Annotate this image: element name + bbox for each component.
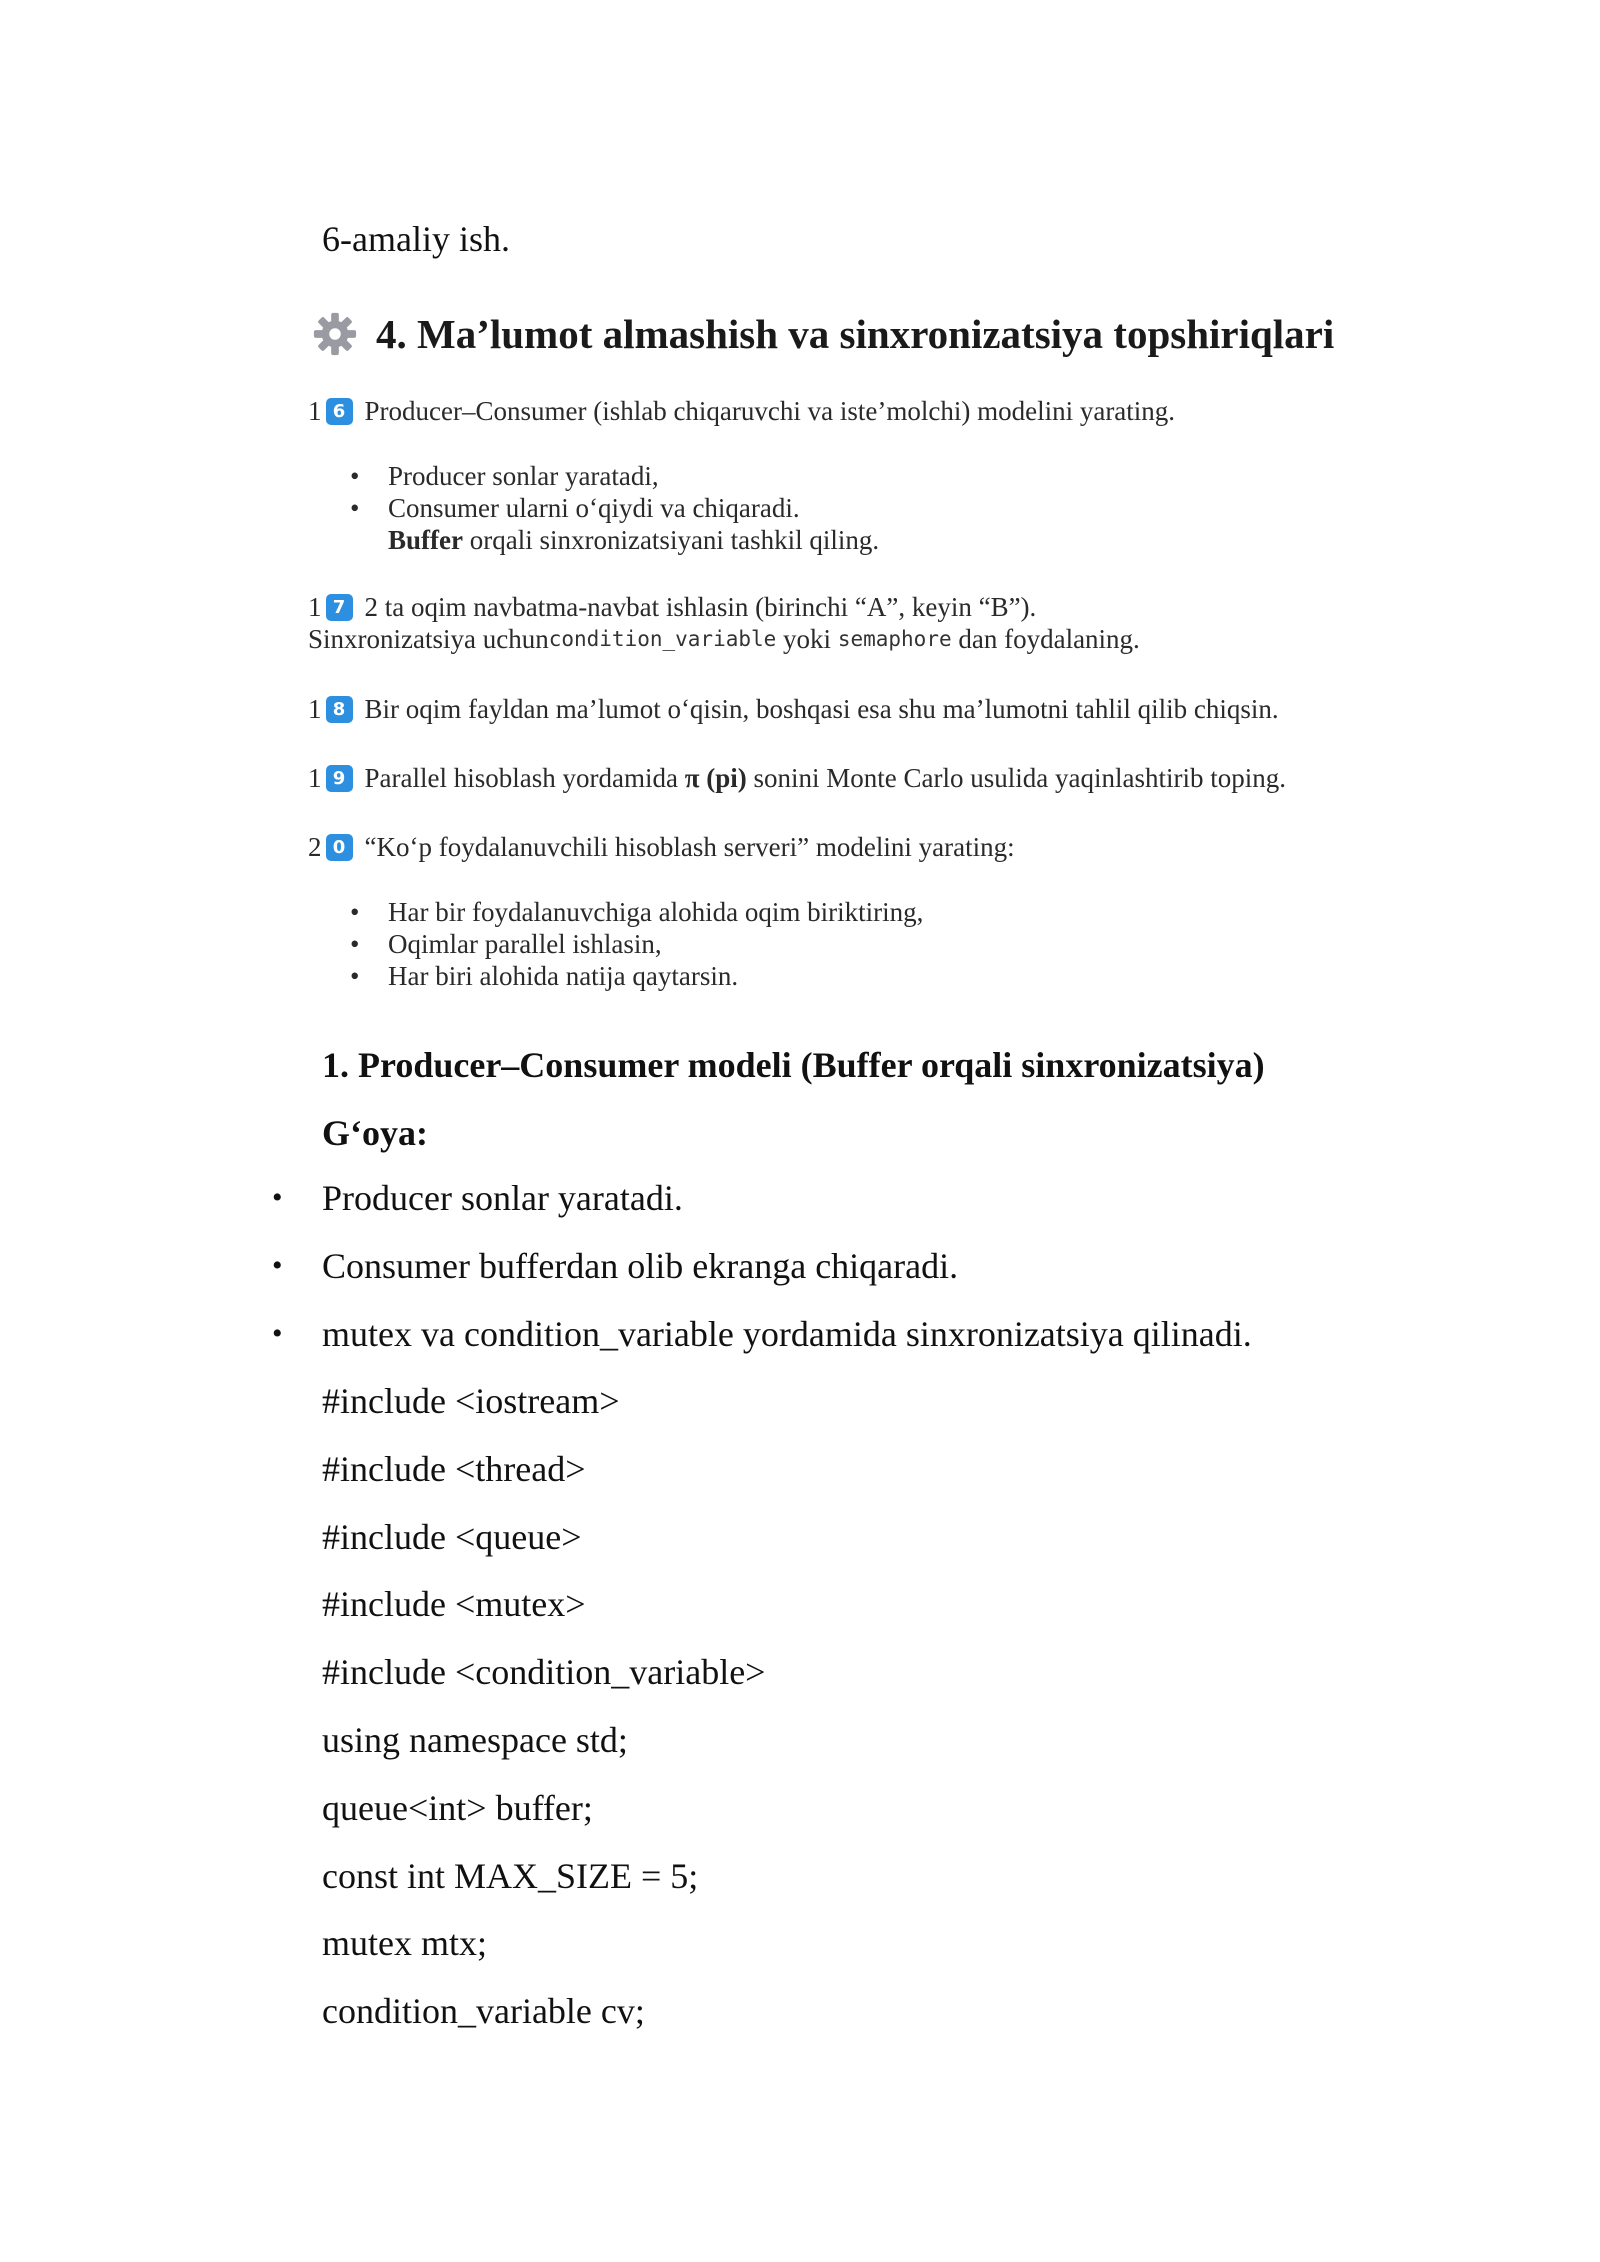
list-item <box>350 524 879 556</box>
gear-icon <box>312 311 358 357</box>
task-text-line2: yoki <box>776 623 838 654</box>
task-text: Producer–Consumer (ishlab chiqaruvchi va iste’molchi) modelini yarating. <box>364 395 1176 426</box>
task-number-prefix: 1 <box>308 591 322 622</box>
list-item: • Har biri alohida natija qaytarsin. <box>350 960 923 992</box>
bold-term: Buffer <box>388 525 463 555</box>
task-20 <box>308 830 1015 864</box>
task-number-prefix: 1 <box>308 693 322 724</box>
task-text: Parallel hisoblash yordamida <box>364 762 685 793</box>
task-text: “Ko‘p foydalanuvchili hisoblash serveri” modelini yarating: <box>364 831 1015 862</box>
task-16 <box>308 394 1175 428</box>
code-line: #include <queue> <box>322 1516 582 1557</box>
list-item: • Consumer bufferdan olib ekranga chiqaradi. <box>272 1232 1252 1300</box>
section-heading <box>312 310 1334 358</box>
task-19 <box>308 761 1286 795</box>
keycap-digit-icon: 6 <box>326 398 353 425</box>
task-text: 2 ta oqim navbatma-navbat ishlasin (birinchi “A”, keyin “B”). <box>364 591 1037 622</box>
inline-code: semaphore <box>837 627 952 651</box>
list-item: • mutex va condition_variable yordamida sinxronizatsiya qilinadi. <box>272 1300 1252 1368</box>
code-line: const int MAX_SIZE = 5; <box>322 1855 699 1896</box>
task-17 <box>308 590 1140 656</box>
code-line: #include <iostream> <box>322 1381 620 1421</box>
list-item: • Consumer ularni o‘qiydi va chiqaradi. <box>350 492 879 524</box>
task-text: sonini Monte Carlo usulida yaqinlashtirib toping. <box>746 762 1286 793</box>
idea-label: G‘oya: <box>322 1113 428 1153</box>
task-number-prefix: 1 <box>308 395 322 426</box>
task-18 <box>308 692 1279 726</box>
code-listing <box>322 1368 765 2046</box>
task-text-line2: Sinxronizatsiya uchun <box>308 623 549 654</box>
task-text-line2: dan foydalaning. <box>951 623 1140 654</box>
keycap-digit-icon: 0 <box>326 834 353 861</box>
task-number-prefix: 1 <box>308 762 322 793</box>
list-item: • Har bir foydalanuvchiga alohida oqim biriktiring, <box>350 896 923 928</box>
document-label: 6-amaliy ish. <box>322 219 510 259</box>
idea-bullets <box>272 1164 1252 1368</box>
code-line: #include <thread> <box>322 1448 586 1489</box>
list-item-rest: orqali sinxronizatsiyani tashkil qiling. <box>462 525 880 555</box>
task-16-list <box>350 460 879 556</box>
keycap-digit-icon: 7 <box>326 594 353 621</box>
part1-heading: 1. Producer–Consumer modeli (Buffer orqali sinxronizatsiya) <box>322 1045 1265 1085</box>
list-item: • Producer sonlar yaratadi, <box>350 460 879 492</box>
code-line: queue<int> buffer; <box>322 1787 593 1828</box>
code-line: #include <condition_variable> <box>322 1652 766 1693</box>
bold-term: π (pi) <box>684 762 747 793</box>
code-line: condition_variable cv; <box>322 1991 645 2032</box>
list-item: • Oqimlar parallel ishlasin, <box>350 928 923 960</box>
keycap-digit-icon: 8 <box>326 696 353 723</box>
inline-code: condition_variable <box>548 627 777 651</box>
code-line: using namespace std; <box>322 1719 628 1760</box>
code-line: mutex mtx; <box>322 1923 487 1964</box>
keycap-digit-icon: 9 <box>326 765 353 792</box>
code-line: #include <mutex> <box>322 1584 586 1625</box>
list-item: • Producer sonlar yaratadi. <box>272 1164 1252 1232</box>
task-text: Bir oqim fayldan ma’lumot o‘qisin, boshqasi esa shu ma’lumotni tahlil qilib chiqsin. <box>364 693 1279 724</box>
section-title: 4. Ma’lumot almashish va sinxronizatsiya topshiriqlari <box>376 311 1335 357</box>
task-number-prefix: 2 <box>308 831 322 862</box>
task-20-list <box>350 896 923 992</box>
